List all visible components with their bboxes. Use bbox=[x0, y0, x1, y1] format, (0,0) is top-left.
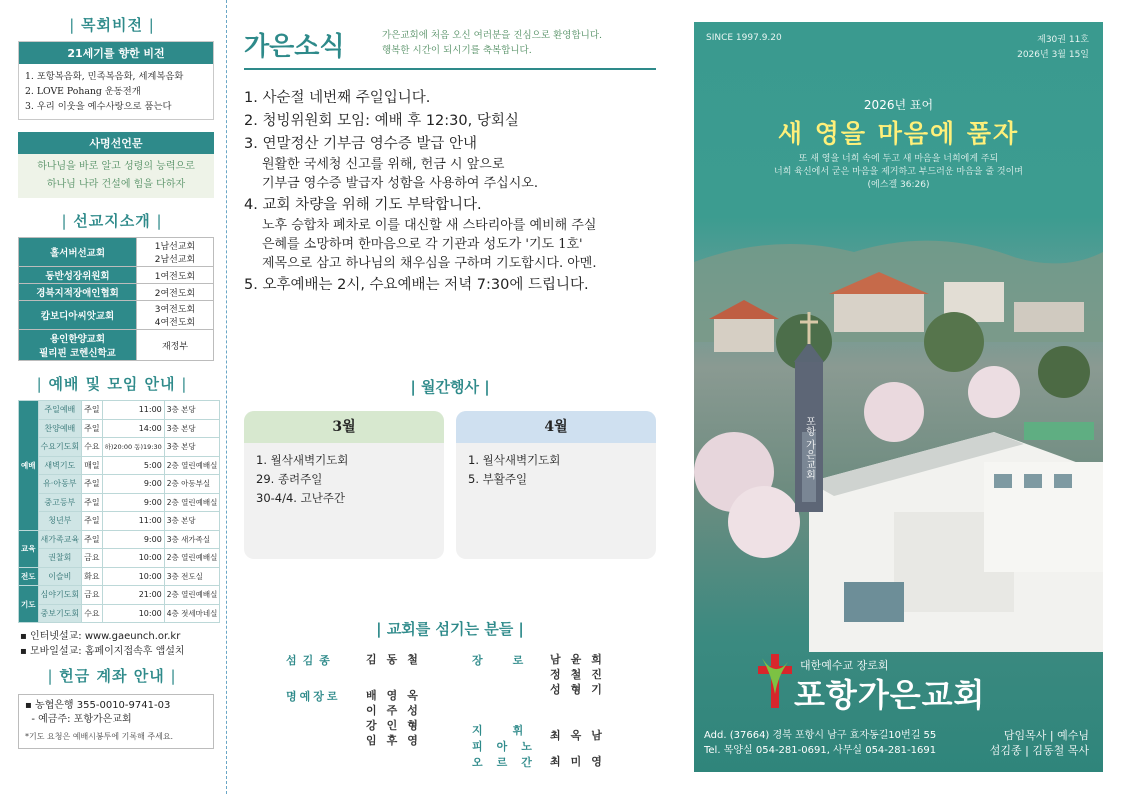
welcome-text: 가은교회에 처음 오신 여러분을 진심으로 환영합니다. 행복한 시간이 되시기를 축복합니다. bbox=[382, 30, 603, 56]
honor-label: 명예장로 bbox=[286, 690, 341, 703]
cover-panel bbox=[694, 22, 1103, 772]
servants-list bbox=[244, 650, 656, 770]
worship-place: 3층 새가족실 bbox=[164, 530, 220, 549]
piano-label: 피아노 bbox=[472, 740, 546, 753]
issue-info: 제30권 11호 2026년 3월 15일 bbox=[1017, 35, 1089, 60]
vision-item: 2. LOVE Pohang 운동전개 bbox=[25, 86, 141, 97]
worship-name: 새가족교육 bbox=[38, 530, 82, 549]
march-label: 3월 bbox=[244, 411, 444, 443]
news-list bbox=[244, 88, 656, 296]
worship-day: 수요 bbox=[82, 604, 102, 623]
worship-row bbox=[19, 530, 220, 549]
april-label: 4월 bbox=[456, 411, 656, 443]
church-name: 포항가은교회 bbox=[794, 676, 986, 714]
honor-names: 배영옥 이주성 강인형 임후영 bbox=[366, 689, 428, 747]
worship-place: 2층 아동부실 bbox=[164, 475, 220, 494]
worship-name: 찬양예배 bbox=[38, 419, 82, 438]
worship-time: 14:00 bbox=[102, 419, 164, 438]
news-item: 5. 오후예배는 2시, 수요예배는 저녁 7:30에 드립니다. bbox=[244, 277, 589, 293]
worship-day: 주일 bbox=[82, 512, 102, 531]
worship-place: 2층 열린예배실 bbox=[164, 549, 220, 568]
since-text: SINCE 1997.9.20 bbox=[706, 33, 782, 43]
worship-row bbox=[19, 549, 220, 568]
bank-holder: - 예금주: 포항가은교회 bbox=[25, 714, 132, 725]
vision-head: 21세기를 향한 비전 bbox=[19, 42, 213, 64]
worship-place: 3층 전도실 bbox=[164, 567, 220, 586]
mission-place: 2여전도회 bbox=[137, 284, 214, 301]
worship-place: 3층 본당 bbox=[164, 401, 220, 420]
mission-place: 3여전도회 4여전도회 bbox=[137, 301, 214, 330]
denomination: 대한예수교 장로회 bbox=[800, 659, 889, 672]
event-item: 29. 종려주일 bbox=[256, 472, 323, 486]
table-row bbox=[19, 284, 214, 301]
worship-name: 주일예배 bbox=[38, 401, 82, 420]
bank-box bbox=[18, 694, 214, 749]
news-header bbox=[244, 18, 656, 70]
worship-day: 금요 bbox=[82, 586, 102, 605]
worship-place: 2층 열린예배실 bbox=[164, 493, 220, 512]
worship-place: 3층 본당 bbox=[164, 438, 220, 457]
church-logo-area bbox=[758, 654, 1058, 714]
worship-time: 5:00 bbox=[102, 456, 164, 475]
organ-label: 오르간 bbox=[472, 756, 546, 769]
mission-org: 캄보디아씨앗교회 bbox=[19, 301, 137, 330]
worship-row bbox=[19, 456, 220, 475]
bank-title: | 헌금 계좌 안내 | bbox=[47, 667, 177, 685]
worship-name: 새벽기도 bbox=[38, 456, 82, 475]
vision-list bbox=[19, 64, 213, 119]
worship-day: 주일 bbox=[82, 530, 102, 549]
motto-label: 2026년 표어 bbox=[863, 98, 934, 112]
worship-time: 9:00 bbox=[102, 475, 164, 494]
verse: 또 새 영을 너희 속에 두고 새 마음을 너희에게 주되 너희 육신에서 굳은 마음을 제거하고 부드러운 마음을 줄 것이며 (에스겔 36:26) bbox=[774, 154, 1023, 190]
missions-title: | 선교지소개 | bbox=[61, 212, 163, 230]
worship-table bbox=[18, 400, 220, 623]
table-row bbox=[19, 267, 214, 284]
fold-divider bbox=[226, 0, 227, 794]
table-row bbox=[19, 238, 214, 267]
worship-time: 하)20:00 동)19:30 bbox=[102, 438, 164, 457]
worship-place: 3층 본당 bbox=[164, 512, 220, 531]
worship-day: 금요 bbox=[82, 549, 102, 568]
vision-item: 3. 우리 이웃을 예수사랑으로 품는다 bbox=[25, 101, 172, 112]
pastor-info: 담임목사 | 예수님 섬김종 | 김동철 목사 bbox=[989, 729, 1089, 757]
elder-label: 장로 bbox=[472, 654, 554, 667]
worship-row bbox=[19, 493, 220, 512]
events-title: | 월간행사 | bbox=[410, 378, 490, 396]
worship-name: 유·아동부 bbox=[38, 475, 82, 494]
middle-panel bbox=[244, 18, 656, 778]
vision-box bbox=[18, 41, 214, 120]
worship-time: 21:00 bbox=[102, 586, 164, 605]
bank-note: *기도 요청은 예배시봉투에 기록해 주세요. bbox=[25, 732, 174, 741]
worship-place: 3층 본당 bbox=[164, 419, 220, 438]
church-photo bbox=[694, 222, 1103, 652]
april-events bbox=[456, 443, 656, 497]
worship-place: 2층 열린예배실 bbox=[164, 456, 220, 475]
mission-org: 홀서버선교회 bbox=[19, 238, 137, 267]
worship-name: 청년부 bbox=[38, 512, 82, 531]
table-row bbox=[19, 330, 214, 361]
worship-day: 주일 bbox=[82, 401, 102, 420]
worship-time: 10:00 bbox=[102, 567, 164, 586]
mission-org: 경북지적장애인협회 bbox=[19, 284, 137, 301]
worship-place: 2층 열린예배실 bbox=[164, 586, 220, 605]
church-logo-icon bbox=[758, 654, 792, 708]
worship-time: 11:00 bbox=[102, 401, 164, 420]
worship-day: 수요 bbox=[82, 438, 102, 457]
news-item: 3. 연말정산 기부금 영수증 발급 안내 원활한 국세청 신고를 위해, 헌금 시 앞으로 기부금 영수증 발급자 성함을 사용하여 주십시오. bbox=[244, 136, 538, 191]
worship-time: 9:00 bbox=[102, 530, 164, 549]
news-item: 1. 사순절 네번째 주일입니다. bbox=[244, 90, 431, 106]
left-panel bbox=[12, 14, 218, 784]
march-card bbox=[244, 411, 444, 559]
worship-row bbox=[19, 586, 220, 605]
pastor-names: 김동철 bbox=[366, 653, 428, 666]
elder-names: 남윤희 정철진 성형기 bbox=[550, 653, 612, 696]
worship-day: 주일 bbox=[82, 493, 102, 512]
worship-place: 4층 젓세마네실 bbox=[164, 604, 220, 623]
worship-row bbox=[19, 604, 220, 623]
worship-row bbox=[19, 401, 220, 420]
conductor-names: 최옥남 bbox=[550, 729, 612, 742]
worship-name: 수요기도회 bbox=[38, 438, 82, 457]
worship-time: 11:00 bbox=[102, 512, 164, 531]
mission-place: 재정부 bbox=[137, 330, 214, 361]
worship-time: 10:00 bbox=[102, 604, 164, 623]
event-item: 30-4/4. 고난주간 bbox=[256, 491, 346, 505]
event-item: 1. 월삭새벽기도회 bbox=[468, 453, 561, 467]
pastor-label: 섬김종 bbox=[286, 654, 336, 667]
event-item: 1. 월삭새벽기도회 bbox=[256, 453, 349, 467]
organ-names: 최미영 bbox=[550, 755, 612, 768]
worship-category: 기도 bbox=[19, 586, 39, 623]
table-row bbox=[19, 301, 214, 330]
worship-day: 주일 bbox=[82, 419, 102, 438]
mission-org: 용인한양교회 필리핀 코헨신학교 bbox=[19, 330, 137, 361]
motto: 새 영을 마음에 품자 bbox=[777, 119, 1020, 148]
mission-line: 하나님 나라 건설에 힘을 다하자 bbox=[46, 179, 186, 190]
worship-row bbox=[19, 475, 220, 494]
news-item: 4. 교회 차량을 위해 기도 부탁합니다. 노후 승합차 폐차로 이를 대신할 새 스타리아를 예비해 주실 은혜를 소망하며 한마음으로 각 기관과 성도가 '기도 1호' 제목으로 삼고 하나님의 채우심을 구하며 기도합시다. 아멘. bbox=[244, 197, 597, 271]
mission-place: 1여전도회 bbox=[137, 267, 214, 284]
servants-title: | 교회를 섬기는 분들 | bbox=[376, 620, 524, 638]
news-item: 2. 청빙위원회 모임: 예배 후 12:30, 당회실 bbox=[244, 113, 519, 129]
address: Add. (37664) 경북 포항시 남구 효자동길10번길 55 Tel. 목양실 054-281-0691, 사무실 054-281-1691 bbox=[704, 730, 937, 756]
mission-line: 하나님을 바로 알고 성령의 능력으로 bbox=[37, 161, 195, 172]
steeple-sign: 포항 가은교회 bbox=[803, 416, 815, 480]
missions-table bbox=[18, 237, 214, 361]
march-events bbox=[244, 443, 444, 516]
april-card bbox=[456, 411, 656, 559]
worship-row bbox=[19, 419, 220, 438]
worship-time: 10:00 bbox=[102, 549, 164, 568]
worship-category: 예배 bbox=[19, 401, 39, 531]
worship-time: 9:00 bbox=[102, 493, 164, 512]
worship-category: 교육 bbox=[19, 530, 39, 567]
worship-name: 중보기도회 bbox=[38, 604, 82, 623]
worship-category: 전도 bbox=[19, 567, 39, 586]
news-title: 가은소식 bbox=[244, 32, 345, 62]
vision-title: | 목회비전 | bbox=[69, 16, 155, 34]
web-list bbox=[20, 629, 212, 659]
mission-org: 동반성장위원회 bbox=[19, 267, 137, 284]
worship-row bbox=[19, 567, 220, 586]
worship-name: 중고등부 bbox=[38, 493, 82, 512]
vision-item: 1. 포항복음화, 민족복음화, 세계복음화 bbox=[25, 71, 184, 82]
worship-day: 화요 bbox=[82, 567, 102, 586]
web-item: ▪ 모바일설교: 홈페이지접속후 앱설치 bbox=[20, 646, 185, 657]
conductor-label: 지휘 bbox=[472, 724, 554, 737]
worship-name: 권찰회 bbox=[38, 549, 82, 568]
worship-row bbox=[19, 512, 220, 531]
worship-row bbox=[19, 438, 220, 457]
web-item: ▪ 인터넷설교: www.gaeunch.or.kr bbox=[20, 631, 181, 642]
bank-account: ▪ 농협은행 355-0010-9741-03 bbox=[25, 700, 171, 711]
worship-name: 이슬비 bbox=[38, 567, 82, 586]
worship-day: 주일 bbox=[82, 475, 102, 494]
worship-name: 심야기도회 bbox=[38, 586, 82, 605]
mission-statement-head: 사명선언문 bbox=[18, 132, 214, 154]
event-item: 5. 부활주일 bbox=[468, 472, 528, 486]
worship-title: | 예배 및 모임 안내 | bbox=[36, 375, 188, 393]
mission-statement-text bbox=[18, 154, 214, 198]
events-row bbox=[244, 411, 656, 559]
worship-day: 매일 bbox=[82, 456, 102, 475]
mission-place: 1남선교회 2남선교회 bbox=[137, 238, 214, 267]
